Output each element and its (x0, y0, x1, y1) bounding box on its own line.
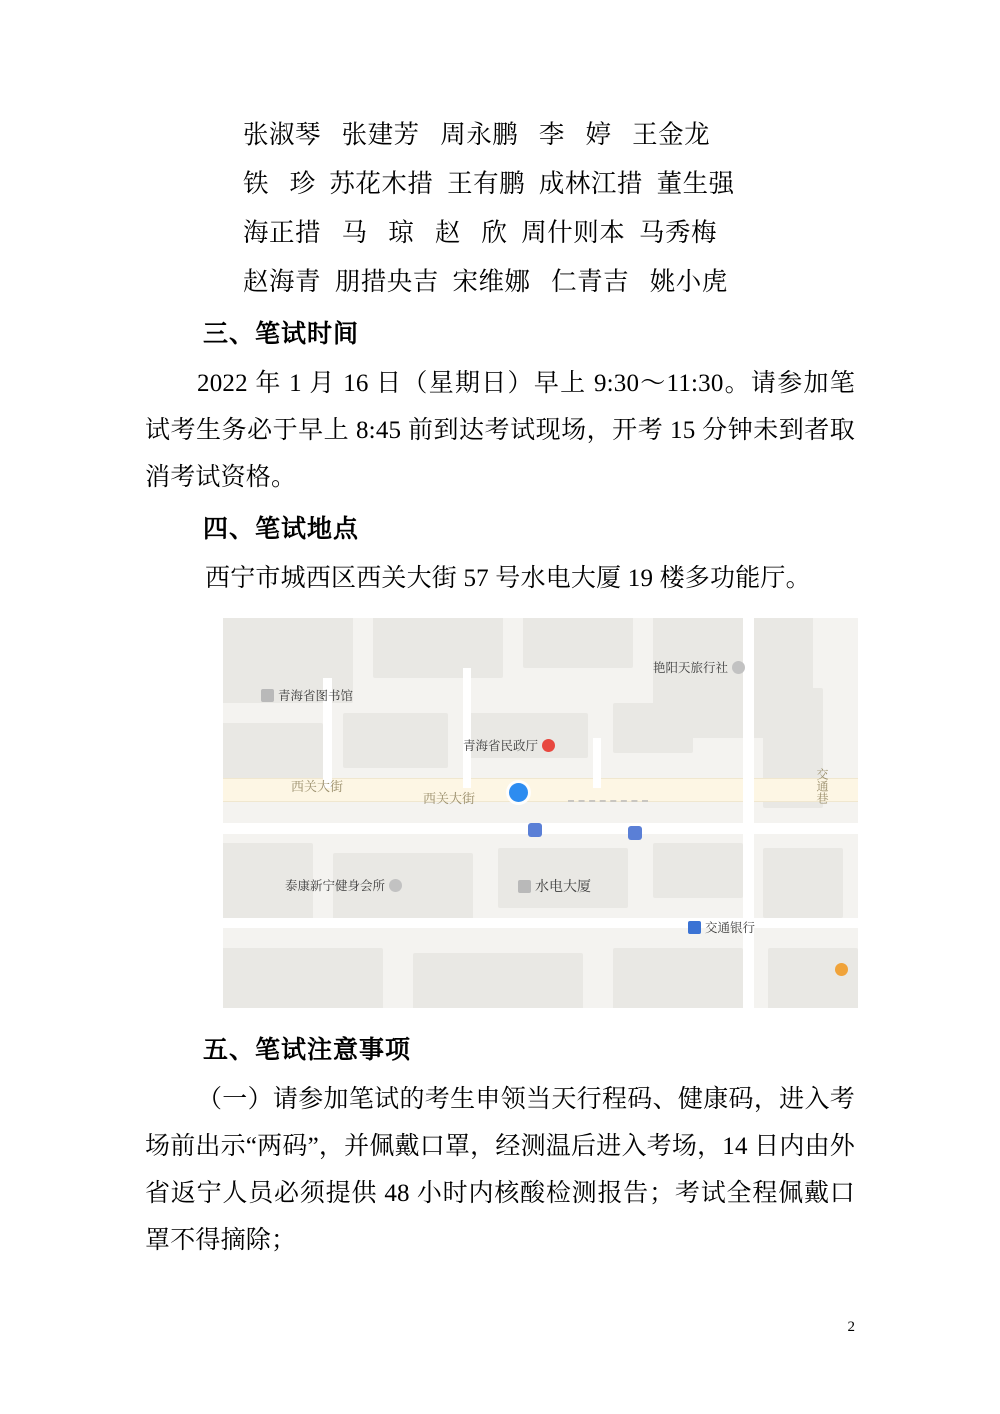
map-block (763, 848, 843, 918)
current-location-marker (509, 783, 528, 802)
section-heading-four: 四、笔试地点 (203, 516, 360, 543)
gray-square-icon (261, 689, 274, 702)
name-line: 海正措 马 琼 赵 欣 周什则本 马秀梅 (243, 218, 718, 247)
section-heading-five: 五、笔试注意事项 (203, 1037, 412, 1064)
blue-square-icon (688, 921, 701, 934)
name-line: 铁 珍 苏花木措 王有鹏 成林江措 董生强 (243, 169, 735, 198)
map-block (613, 948, 743, 1008)
map-road (463, 668, 471, 788)
orange-poi-icon (835, 963, 848, 976)
map-block (653, 843, 743, 898)
poi-label: 艳阳天旅行社 (653, 661, 729, 675)
gray-square-icon (518, 880, 531, 893)
poi-library (261, 686, 353, 704)
map-road (593, 738, 601, 788)
map-block (223, 948, 383, 1008)
poi-bank-of-communications (688, 918, 755, 936)
page-number: 2 (847, 1319, 855, 1335)
section-five-paragraph: （一）请参加笔试的考生申领当天行程码、健康码，进入考场前出示“两码”，并佩戴口罩，经测温后进入考场，14 日内由外省返宁人员必须提供 48 小时内核酸检测报告；考试全程佩戴口罩不得摘除； (145, 1086, 855, 1254)
map-road-dashed (568, 800, 648, 802)
name-line: 张淑琴 张建芳 周永鹏 李 婷 王金龙 (243, 120, 711, 149)
map-block (343, 713, 448, 768)
gray-circle-icon (389, 879, 402, 892)
section-three-paragraph: 2022 年 1 月 16 日（星期日）早上 9:30～11:30。请参加笔试考生务必于早上 8:45 前到达考试现场，开考 15 分钟未到者取消考试资格。 (145, 370, 855, 491)
poi-label: 水电大厦 (535, 878, 591, 894)
map-block (523, 618, 633, 668)
poi-label: 青海省民政厅 (463, 739, 539, 753)
map-road (743, 618, 754, 1008)
poi-fitness-club (285, 876, 402, 894)
section-heading-three: 三、笔试时间 (203, 321, 360, 348)
map-block (768, 948, 858, 1008)
map-block (613, 703, 693, 753)
map-road (223, 918, 858, 928)
section-four-paragraph: 西宁市城西区西关大街 57 号水电大厦 19 楼多功能厅。 (205, 565, 811, 592)
name-line: 赵海青 朋措央吉 宋维娜 仁青吉 姚小虎 (243, 267, 728, 296)
gray-square-icon (732, 661, 745, 674)
map-road-label: 西关大街 (291, 779, 344, 794)
poi-civil-affairs (463, 736, 555, 754)
metro-station-icon (628, 826, 642, 840)
name-list (145, 110, 855, 306)
map-canvas (223, 618, 858, 1008)
metro-station-icon (528, 823, 542, 837)
map-road-label: 西关大街 (423, 791, 476, 806)
poi-travel-agency (653, 658, 745, 676)
map-road-label-vertical: 交通巷 (815, 768, 829, 804)
poi-label: 交通银行 (705, 921, 756, 935)
poi-label: 泰康新宁健身会所 (285, 879, 386, 893)
map-block (373, 618, 503, 678)
poi-label: 青海省图书馆 (278, 689, 354, 703)
map-block (413, 953, 583, 1008)
poi-shuidian-building (518, 876, 591, 896)
location-map-image (223, 618, 858, 1008)
red-star-icon (542, 739, 555, 752)
map-block (223, 723, 323, 783)
